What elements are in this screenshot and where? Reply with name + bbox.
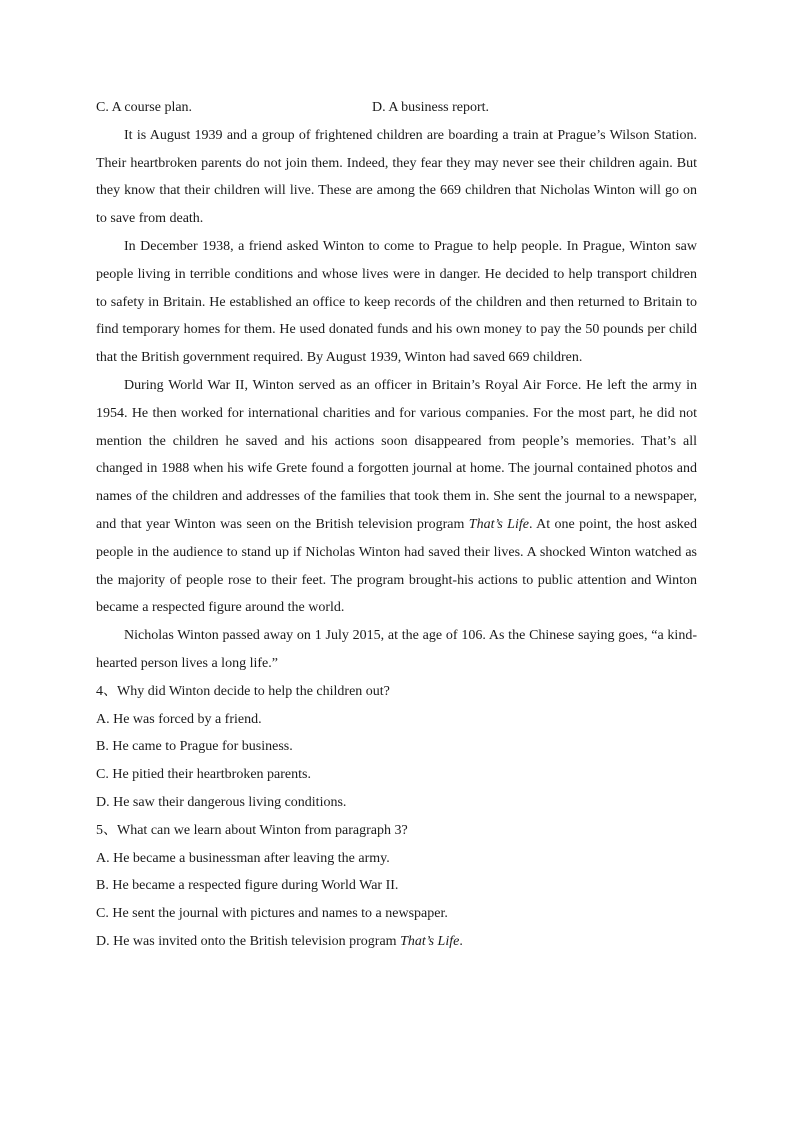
passage-paragraph-4: Nicholas Winton passed away on 1 July 2015, at the age of 106. As the Chinese saying goes, “a kind-hearted person lives a long life.” [96,628,697,671]
option-c: C. A course plan. [96,100,193,115]
passage-paragraph-1: It is August 1939 and a group of frightened children are boarding a train at Prague’s Wilson Station. Their heartbroken parents do not join them. Indeed, they fear they may never see their children again. But they know that their children will live. These are among the 669 children that Nicholas Winton will go on to save from death. [96,127,697,227]
question-5 [96,817,697,956]
question-4-option-d: D. He saw their dangerous living conditions. [96,794,347,810]
question-4-option-b: B. He came to Prague for business. [96,739,293,755]
question-5-option-b: B. He became a respected figure during World War II. [96,878,399,894]
question-5-stem: 5、What can we learn about Winton from paragraph 3? [96,822,408,838]
question-4-option-a: A. He was forced by a friend. [96,711,262,727]
previous-question-options [96,94,697,122]
option-d-text: D. He was invited onto the British television program [96,933,401,949]
question-4-option-c: C. He pitied their heartbroken parents. [96,767,311,783]
question-4-stem: 4、Why did Winton decide to help the children out? [96,683,390,699]
question-5-option-c: C. He sent the journal with pictures and names to a newspaper. [96,906,448,922]
question-4 [96,678,697,817]
option-d: D. A business report. [372,100,490,115]
option-d-program-title: That’s Life [400,933,460,949]
paragraph-3-part-2: . At one point, the host asked people in the audience to stand up if Nicholas Winton had saved their lives. A shocked Winton watched as the majority of people rose to their feet. The program brought-his actions to public attention and Winton became a respected figure around the world. [96,516,697,616]
option-d-period: . [459,933,463,949]
question-5-option-a: A. He became a businessman after leaving the army. [96,850,390,866]
document-content [96,94,697,956]
program-title: That’s Life [468,516,529,532]
question-5-option-d [96,928,697,956]
paragraph-3-part-1: During World War II, Winton served as an officer in Britain’s Royal Air Force. He left the army in 1954. He then worked for international charities and for various companies. For the most part, he did not mention the children he saved and his actions soon disappeared from people’s memories. That’s all changed in 1988 when his wife Grete found a forgotten journal at home. The journal contained photos and names of the children and addresses of the families that took them in. She sent the journal to a newspaper, and that year Winton was seen on the British television program [96,377,697,532]
passage-paragraph-2: In December 1938, a friend asked Winton to come to Prague to help people. In Prague, Winton saw people living in terrible conditions and whose lives were in danger. He decided to help transport children to safety in Britain. He established an office to keep records of the children and then returned to Britain to find temporary homes for them. He used donated funds and his own money to pay the 50 pounds per child that the British government required. By August 1939, Winton had saved 669 children. [96,238,697,366]
passage-paragraph-3 [96,372,697,622]
